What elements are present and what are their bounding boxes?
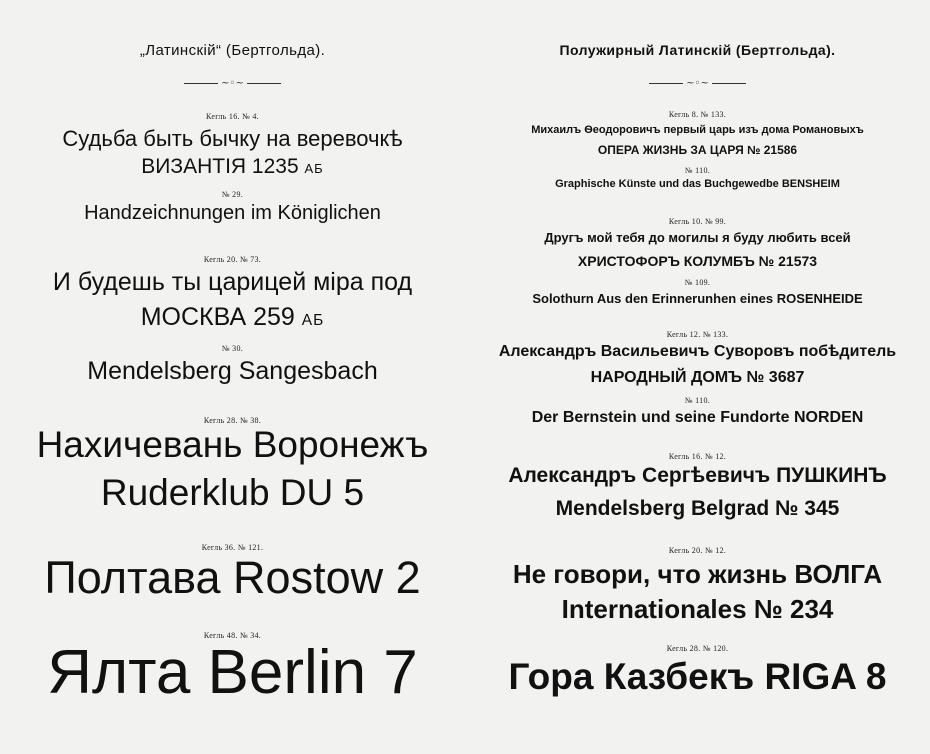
specimen-line: Ялта Berlin 7 <box>47 638 418 707</box>
specimen-line: ХРИСТОФОРЪ КОЛУМБЪ № 21573 <box>577 253 818 269</box>
right-title: Полужирный Латинскій (Бертгольда). <box>559 42 836 58</box>
specimen-meta: № 110. <box>684 396 711 405</box>
specimen-line: Нахичевань Воронежъ <box>36 424 429 465</box>
specimen-meta: Кегль 20. № 12. <box>668 546 727 555</box>
ornament-rule <box>649 83 683 84</box>
specimen-meta: № 30. <box>221 344 244 353</box>
specimen-line: Mendelsberg Sangesbach <box>87 357 378 385</box>
specimen-meta: № 109. <box>684 278 711 287</box>
specimen-line: Полтава Rostow 2 <box>44 552 421 603</box>
specimen-line: Der Bernstein und seine Fundorte NORDEN <box>531 409 864 426</box>
specimen-meta: Кегль 12. № 133. <box>666 330 729 339</box>
specimen-line <box>0 303 465 332</box>
specimen-meta: Кегль 36. № 121. <box>201 543 264 552</box>
specimen-line: Гора Казбекъ RIGA 8 <box>508 656 887 697</box>
specimen-line <box>0 155 465 179</box>
specimen-meta: № 29. <box>221 190 244 199</box>
ornament-rule <box>712 83 746 84</box>
specimen-line: Судьба быть бычку на веревочкѣ <box>62 126 403 151</box>
specimen-small-caps: АБ <box>304 161 324 176</box>
specimen-line: Mendelsberg Belgrad № 345 <box>555 497 840 520</box>
specimen-meta: Кегль 20. № 73. <box>203 255 262 264</box>
specimen-line: Graphische Künste und das Buchgewedbe BENSHEIM <box>555 178 840 190</box>
right-ornament <box>465 78 930 89</box>
specimen-line: Solothurn Aus den Erinnerunhen eines ROSENHEIDE <box>532 291 863 306</box>
specimen-meta: № 110. <box>684 166 711 175</box>
specimen-line: Другъ мой тебя до могилы я буду любить всей <box>544 230 851 245</box>
specimen-caps: ВИЗАНТІЯ 1235 <box>141 155 299 178</box>
specimen-meta: Кегль 16. № 4. <box>206 112 259 121</box>
ornament-glyph: ~◦~ <box>221 78 244 89</box>
specimen-line: Handzeichnungen im Königlichen <box>84 202 381 224</box>
specimen-caps: МОСКВА 259 <box>140 303 295 331</box>
specimen-line: Михаилъ Ѳеодоровичъ первый царь изъ дома Романовыхъ <box>531 124 864 136</box>
specimen-line: Не говори, что жизнь ВОЛГА <box>512 559 883 589</box>
specimen-line: Александръ Сергѣевичъ ПУШКИНЪ <box>508 464 887 487</box>
specimen-line: Александръ Васильевичъ Суворовъ побѣдитель <box>498 343 897 360</box>
specimen-line: Ruderklub DU 5 <box>100 472 365 513</box>
specimen-meta: Кегль 28. № 120. <box>666 644 729 653</box>
specimen-meta: Кегль 48. № 34. <box>203 631 262 640</box>
ornament-rule <box>184 83 218 84</box>
ornament-glyph: ~◦~ <box>686 78 709 89</box>
specimen-meta: Кегль 28. № 38. <box>203 416 262 425</box>
ornament-rule <box>247 83 281 84</box>
specimen-small-caps: АБ <box>301 312 325 329</box>
specimen-line: НАРОДНЫЙ ДОМЪ № 3687 <box>590 369 805 386</box>
specimen-line: ОПЕРА ЖИЗНЬ ЗА ЦАРЯ № 21586 <box>597 143 798 157</box>
left-ornament <box>0 78 465 89</box>
specimen-line: И будешь ты царицей міра под <box>52 268 413 296</box>
specimen-meta: Кегль 16. № 12. <box>668 452 727 461</box>
specimen-line: Internationales № 234 <box>561 594 834 624</box>
specimen-meta: Кегль 8. № 133. <box>668 110 727 119</box>
right-column-bold <box>465 0 930 754</box>
left-title: „Латинскій“ (Бертгольда). <box>139 42 326 59</box>
specimen-meta: Кегль 10. № 99. <box>668 217 727 226</box>
